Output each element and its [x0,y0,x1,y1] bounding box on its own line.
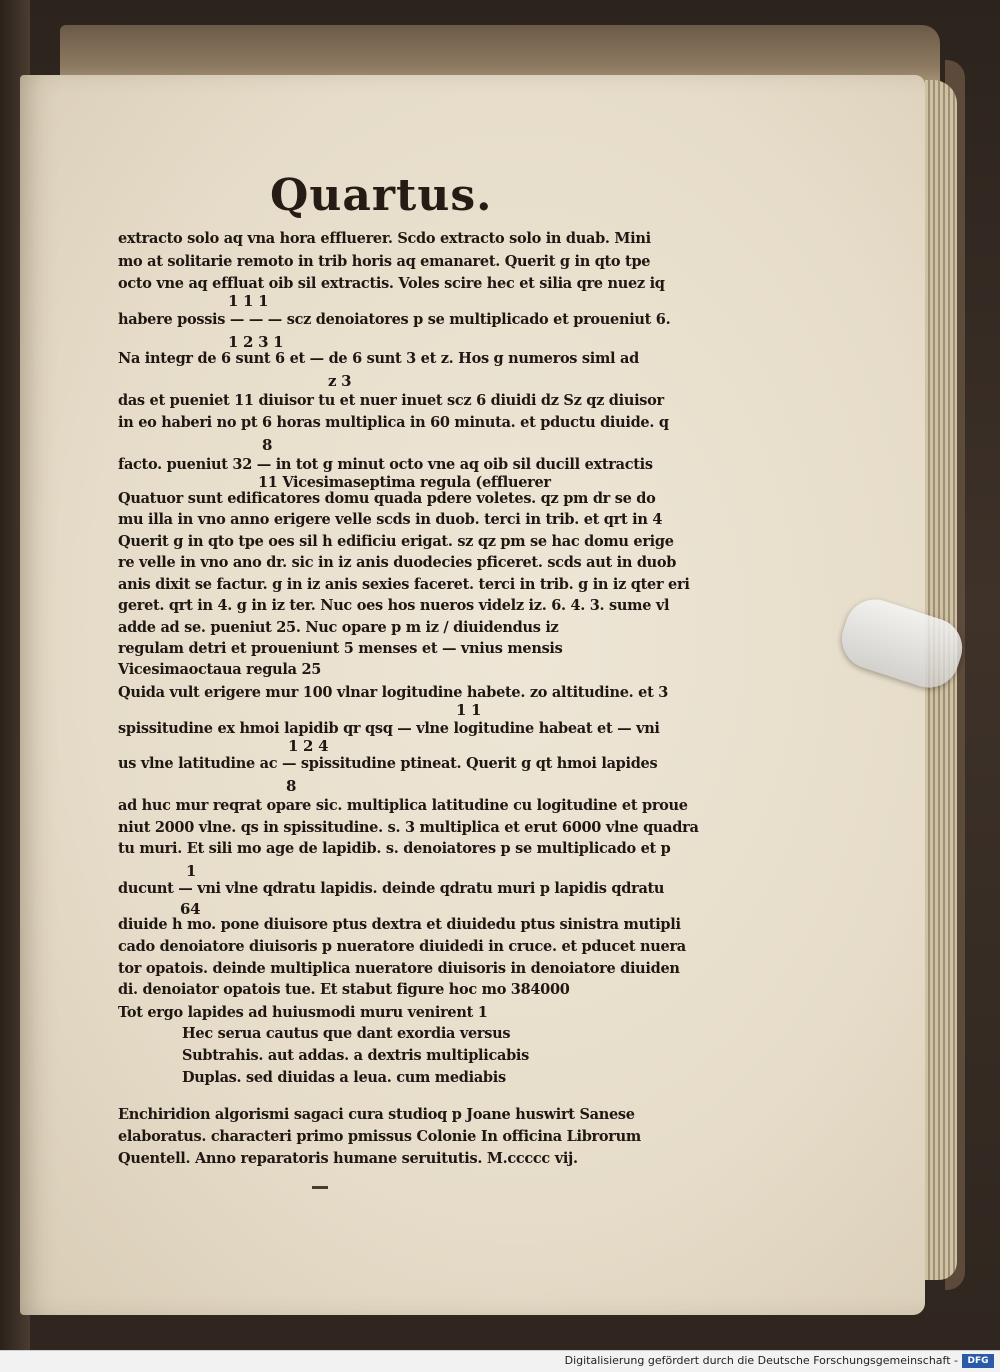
text-line: octo vne aq effluat oib sil extractis. Voles scire hec et silia qre nuez iq [118,275,665,292]
text-line: ad huc mur reqrat opare sic. multiplica latitudine cu logitudine et proue [118,797,688,814]
text-line: mu illa in vno anno erigere velle scds in duob. terci in trib. et qrt in 4 [118,511,663,528]
fraction-denominators: z 3 [328,372,352,390]
fraction-denominator: 8 [286,777,297,795]
page-heading: Quartus. [270,170,493,221]
text-line: re velle in vno ano dr. sic in iz anis duodecies pficeret. scds aut in duob [118,554,677,571]
funding-credit: Digitalisierung gefördert durch die Deutsche Forschungsgemeinschaft - [564,1354,958,1367]
colophon-line: Quentell. Anno reparatoris humane seruitutis. M.ccccc vij. [118,1150,578,1167]
text-line: das et pueniet 11 diuisor tu et nuer inuet scz 6 diuidi dz Sz qz diuisor [118,392,664,409]
text-line: ducunt — vni vlne qdratu lapidis. deinde qdratu muri p lapidis qdratu [118,880,665,897]
verse-line: Subtrahis. aut addas. a dextris multiplicabis [182,1047,530,1064]
dfg-logo: DFG [962,1354,994,1368]
fraction-values: 1 2 4 [288,737,329,755]
fraction-numerators: 1 1 [456,701,482,719]
text-line: Quatuor sunt edificatores domu quada pdere voletes. qz pm dr se do [118,490,656,507]
verse-line: Hec serua cautus que dant exordia versus [182,1025,511,1042]
text-line: diuide h mo. pone diuisore ptus dextra et diuidedu ptus sinistra mutipli [118,916,681,933]
text-line: spissitudine ex hmoi lapidib qr qsq — vlne logitudine habeat et — vni [118,720,660,737]
rule-heading-28: Vicesimaoctaua regula 25 [118,661,322,678]
colophon-line: Enchiridion algorismi sagaci cura studioq p Joane huswirt Sanese [118,1106,635,1123]
text-line: niut 2000 vlne. qs in spissitudine. s. 3 multiplica et erut 6000 vlne quadra [118,819,699,836]
fraction-denominator: 64 [180,900,201,918]
fraction-numerator: 8 [262,436,273,454]
text-line: Tot ergo lapides ad huiusmodi muru venirent 1 [118,1004,488,1021]
text-line: Quida vult erigere mur 100 vlnar logitudine habete. zo altitudine. et 3 [118,684,669,701]
text-line: Na integr de 6 sunt 6 et — de 6 sunt 3 et z. Hos g numeros siml ad [118,350,639,367]
text-line: facto. pueniut 32 — in tot g minut octo vne aq oib sil ducill extractis [118,456,653,473]
text-line: extracto solo aq vna hora effluerer. Scdo extracto solo in duab. Mini [118,230,651,247]
text-line: Querit g in qto tpe oes sil h edificiu erigat. sz qz pm se hac domu erige [118,533,674,550]
text-line: us vlne latitudine ac — spissitudine ptineat. Querit g qt hmoi lapides [118,755,658,772]
text-line: geret. qrt in 4. g in iz ter. Nuc oes hos nueros videlz iz. 6. 4. 3. sume vl [118,597,670,614]
text-line: regulam detri et proueniunt 5 menses et — vnius mensis [118,640,563,657]
colophon-line: elaboratus. characteri primo pmissus Colonie In officina Librorum [118,1128,641,1145]
verse-line: Duplas. sed diuidas a leua. cum mediabis [182,1069,506,1086]
text-line: adde ad se. pueniut 25. Nuc opare p m iz / diuidendus iz [118,619,559,636]
text-line: mo at solitarie remoto in trib horis aq emanaret. Querit g in qto tpe [118,253,651,270]
text-line: tor opatois. deinde multiplica nueratore diuisoris in denoiatore diuiden [118,960,680,977]
footer-bar [0,1350,1000,1372]
fraction-numerator: 1 [186,862,197,880]
rule-heading-27: 11 Vicesimaseptima regula (effluerer [258,474,551,491]
text-line: anis dixit se factur. g in iz anis sexies faceret. terci in trib. g in iz qter eri [118,576,690,593]
text-line: cado denoiatore diuisoris p nueratore diuidedi in cruce. et pducet nuera [118,938,686,955]
text-line: habere possis — — — scz denoiatores p se multiplicado et proueniut 6. [118,311,671,328]
fraction-denominators: 1 2 3 1 [228,333,284,351]
text-line: di. denoiator opatois tue. Et stabut figure hoc mo 384000 [118,981,570,998]
page-mark [312,1186,328,1189]
text-line: in eo haberi no pt 6 horas multiplica in 60 minuta. et pductu diuide. q [118,414,669,431]
fraction-numerators: 1 1 1 [228,292,269,310]
text-line: tu muri. Et sili mo age de lapidib. s. denoiatores p se multiplicado et p [118,840,671,857]
